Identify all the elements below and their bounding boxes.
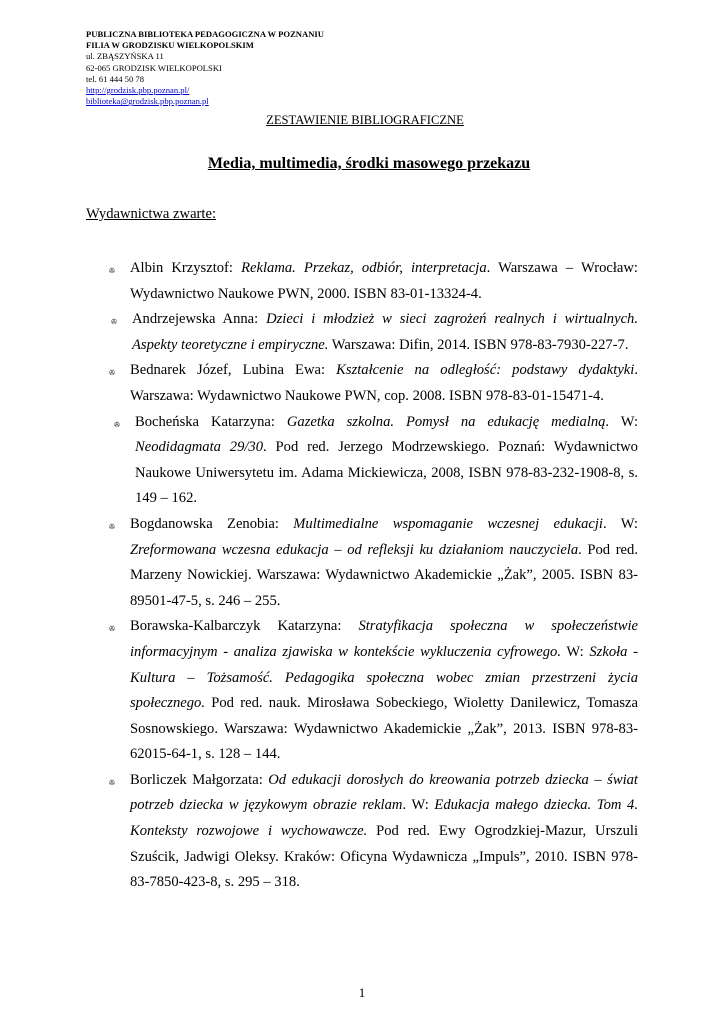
entry-details: . Warszawa: Wydawnictwo Naukowe PWN, cop. 2008. ISBN 978-83-01-15471-4.: [130, 362, 638, 404]
library-phone: tel. 61 444 50 78: [86, 73, 145, 84]
entry-source-title: Szkoła - Kultura – Tożsamość. Pedagogika społeczna wobec zmian przestrzeni życia społecznego.: [130, 643, 638, 712]
entry-text: [132, 307, 638, 358]
bibliography-entry: [0, 358, 724, 409]
entry-details: Warszawa: Difin, 2014. ISBN 978-83-7930-227-7.: [328, 336, 629, 353]
entry-source-title: Neodidagmata 29/30: [135, 439, 264, 456]
bibliography-entry: [0, 410, 724, 512]
entry-details: Pod red. Ewy Ogrodzkiej-Mazur, Urszuli Szuścik, Jadwigi Oleksy. Kraków: Oficyna Wydawnicza „Impuls”, 2010. ISBN 978-83-7850-423-8, s. 295 – 318.: [130, 823, 638, 891]
document-subtitle: ZESTAWIENIE BIBLIOGRAFICZNE: [266, 113, 464, 127]
bullet-icon: ✇: [109, 625, 115, 634]
entry-details: . Pod red. Jerzego Modrzewskiego. Poznań: Wydawnictwo Naukowe Uniwersytetu im. Adama Mickiewicza, 2008, ISBN 978-83-232-1908-8, s. 149 – 162.: [135, 439, 638, 507]
document-title: Media, multimedia, środki masowego przekazu: [207, 155, 531, 172]
page-number: 1: [358, 985, 366, 1000]
bullet-icon: ✇: [109, 267, 115, 275]
bibliography-entry: [0, 307, 724, 358]
bibliography-list: [0, 256, 724, 896]
bibliography-entry: [0, 256, 724, 307]
library-header: [86, 29, 324, 107]
bullet-icon: ✇: [114, 420, 120, 429]
bullet-icon: ✇: [109, 369, 115, 378]
entry-mid: . W:: [602, 515, 638, 532]
entry-author: Andrzejewska Anna:: [132, 311, 267, 328]
entry-text: [135, 410, 638, 512]
entry-source-title: Zreformowana wczesna edukacja – od refleksji ku działaniom nauczyciela: [130, 541, 579, 558]
library-name: PUBLICZNA BIBLIOTEKA PEDAGOGICZNA W POZNANIU: [86, 29, 324, 39]
bibliography-entry: [0, 512, 724, 614]
entry-author: Albin Krzysztof:: [130, 260, 242, 276]
library-city: 62-065 GRODZISK WIELKOPOLSKI: [86, 62, 222, 73]
entry-text: [130, 768, 638, 896]
entry-author: Bogdanowska Zenobia:: [130, 515, 294, 532]
entry-details: . Pod red. Marzeny Nowickiej. Warszawa: Wydawnictwo Akademickie „Żak”, 2005. ISBN 83-89501-47-5, s. 246 – 255.: [130, 541, 638, 609]
section-heading: Wydawnictwa zwarte:: [86, 206, 216, 222]
library-email-link[interactable]: biblioteka@grodzisk.pbp.poznan.pl: [86, 96, 209, 107]
entry-mid: . W:: [402, 797, 435, 814]
entry-text: [130, 358, 638, 409]
library-branch: FILIA W GRODZISKU WIELKOPOLSKIM: [86, 40, 254, 51]
bullet-icon: ✇: [111, 318, 117, 327]
entry-mid: W:: [561, 643, 590, 660]
entry-title: Reklama. Przekaz, odbiór, interpretacja: [241, 260, 487, 276]
entry-title: Kształcenie na odległość: podstawy dydaktyki: [336, 362, 635, 379]
bibliography-entry: [0, 614, 724, 768]
entry-source-title: Edukacja małego dziecka. Tom 4. Konteksty rozwojowe i wychowawcze.: [130, 797, 638, 840]
entry-title: Multimedialne wspomaganie wczesnej edukacji: [293, 515, 603, 532]
entry-text: [130, 512, 638, 614]
entry-author: Borliczek Małgorzata:: [130, 771, 269, 788]
entry-details: . Warszawa – Wrocław: Wydawnictwo Naukowe PWN, 2000. ISBN 83-01-13324-4.: [130, 260, 638, 302]
library-street: ul. ZBĄSZYŃSKA 11: [86, 51, 164, 62]
entry-title: Dzieci i młodzież w sieci zagrożeń realnych i wirtualnych. Aspekty teoretyczne i empiryczne.: [132, 311, 638, 353]
entry-text: [130, 256, 638, 307]
entry-details: Pod red. nauk. Mirosława Sobeckiego, Wioletty Danilewicz, Tomasza Sosnowskiego. Warszawa: Wydawnictwo Akademickie „Żak”, 2013. ISBN 978-83-62015-64-1, s. 128 – 144.: [130, 695, 638, 763]
bullet-icon: ✇: [109, 522, 115, 531]
library-website-link[interactable]: http://grodzisk.pbp.poznan.pl/: [86, 85, 190, 96]
entry-author: Borawska-Kalbarczyk Katarzyna:: [130, 618, 359, 635]
entry-mid: . W:: [605, 413, 639, 430]
entry-author: Bednarek Józef, Lubina Ewa:: [130, 362, 337, 379]
entry-title: Stratyfikacja społeczna w społeczeństwie informacyjnym - analiza zjawiska w kontekście wykluczenia cyfrowego.: [130, 618, 638, 660]
bibliography-entry: [0, 768, 724, 896]
entry-text: [130, 614, 638, 768]
bullet-icon: ✇: [109, 778, 115, 787]
entry-title: Gazetka szkolna. Pomysł na edukację medialną: [286, 413, 606, 430]
entry-author: Bocheńska Katarzyna:: [135, 413, 287, 430]
entry-title: Od edukacji dorosłych do kreowania potrzeb dziecka – świat potrzeb dziecka w językowym obrazie reklam: [130, 771, 638, 814]
